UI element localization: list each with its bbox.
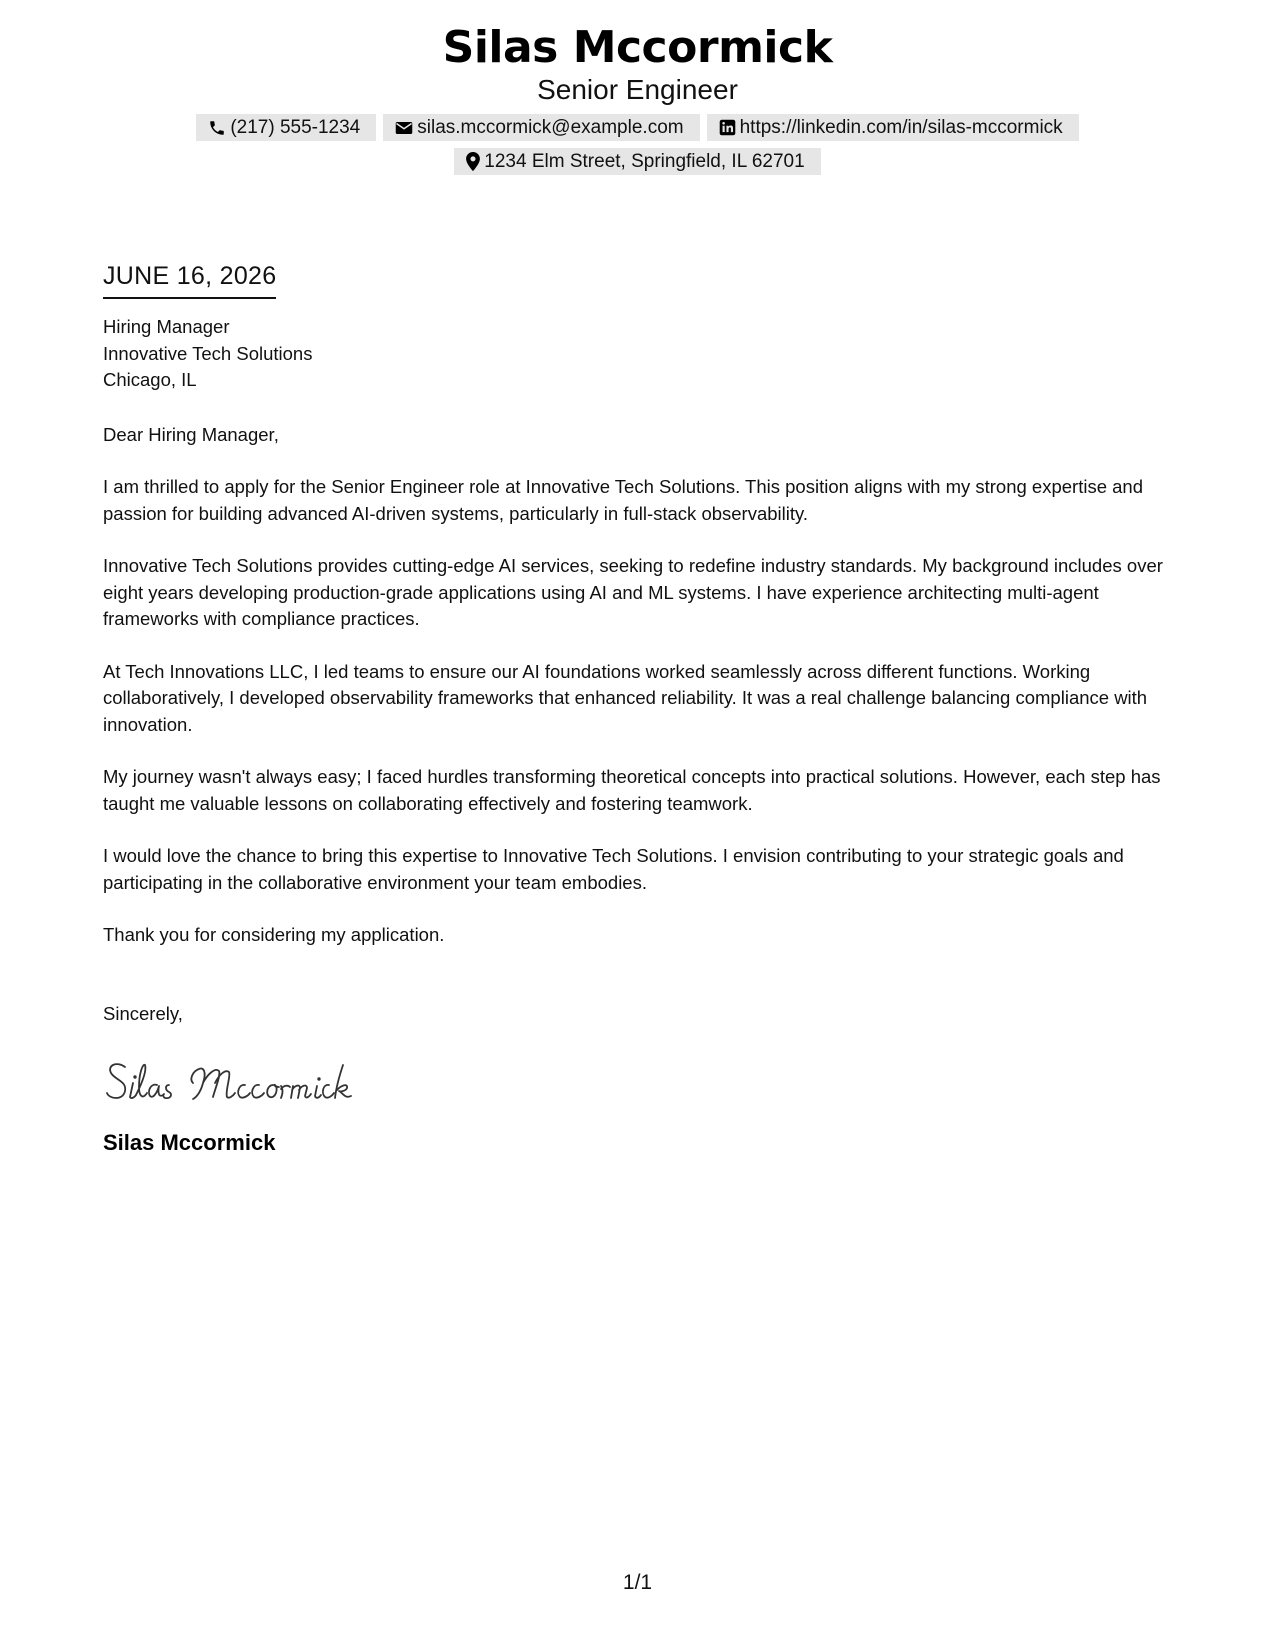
contact-row-address: [0, 148, 1275, 175]
phone-chip[interactable]: [196, 114, 376, 141]
body-paragraph: I would love the chance to bring this expertise to Innovative Tech Solutions. I envision contributing to your strategic goals and participating in the collaborative environment your team embodies.: [103, 845, 1124, 893]
address-chip: [454, 148, 820, 175]
letter-header: [0, 22, 1275, 175]
letter-body: [103, 260, 1183, 1157]
applicant-title: Senior Engineer: [537, 74, 738, 105]
email-chip[interactable]: [383, 114, 699, 141]
recipient-company: Innovative Tech Solutions: [103, 342, 313, 364]
signer-name: Silas Mccormick: [103, 1130, 276, 1155]
linkedin-url: https://linkedin.com/in/silas-mccormick: [739, 117, 1063, 138]
page-indicator: 1/1: [622, 1571, 653, 1594]
applicant-name: Silas Mccormick: [442, 22, 833, 73]
recipient-block: [103, 314, 1183, 394]
body-paragraph: Innovative Tech Solutions provides cutting-edge AI services, seeking to redefine industry standards. My background includes over eight years developing production-grade applications using AI and ML systems. I have experience architecting multi-agent frameworks with compliance practices.: [103, 555, 1163, 629]
phone-number: (217) 555-1234: [230, 117, 361, 138]
closing: Sincerely,: [103, 1002, 183, 1024]
body-paragraph: My journey wasn't always easy; I faced hurdles transforming theoretical concepts into practical solutions. However, each step has taught me valuable lessons on collaborating effectively and fostering teamwork.: [103, 766, 1161, 814]
street-address: 1234 Elm Street, Springfield, IL 62701: [484, 151, 805, 172]
phone-icon: [208, 119, 226, 137]
linkedin-icon: [719, 119, 736, 136]
body-paragraph: At Tech Innovations LLC, I led teams to ensure our AI foundations worked seamlessly across different functions. Working collaboratively, I developed observability frameworks that enhanced reliability. It was a real challenge balancing compliance with innovation.: [103, 660, 1148, 735]
recipient-location: Chicago, IL: [103, 369, 197, 390]
map-pin-icon: [466, 152, 480, 171]
linkedin-chip[interactable]: [707, 114, 1079, 141]
email-address: silas.mccormick@example.com: [417, 117, 684, 138]
handwritten-signature: [103, 1053, 363, 1109]
salutation: Dear Hiring Manager,: [103, 423, 279, 445]
letter-date: JUNE 16, 2026: [103, 260, 276, 299]
recipient-role: Hiring Manager: [103, 316, 230, 337]
contact-row: [0, 114, 1275, 141]
body-paragraph: Thank you for considering my application.: [103, 924, 445, 945]
envelope-icon: [395, 120, 413, 136]
body-paragraph: I am thrilled to apply for the Senior Engineer role at Innovative Tech Solutions. This position aligns with my strong expertise and passion for building advanced AI-driven systems, particularly in full-stack observability.: [103, 476, 1143, 524]
